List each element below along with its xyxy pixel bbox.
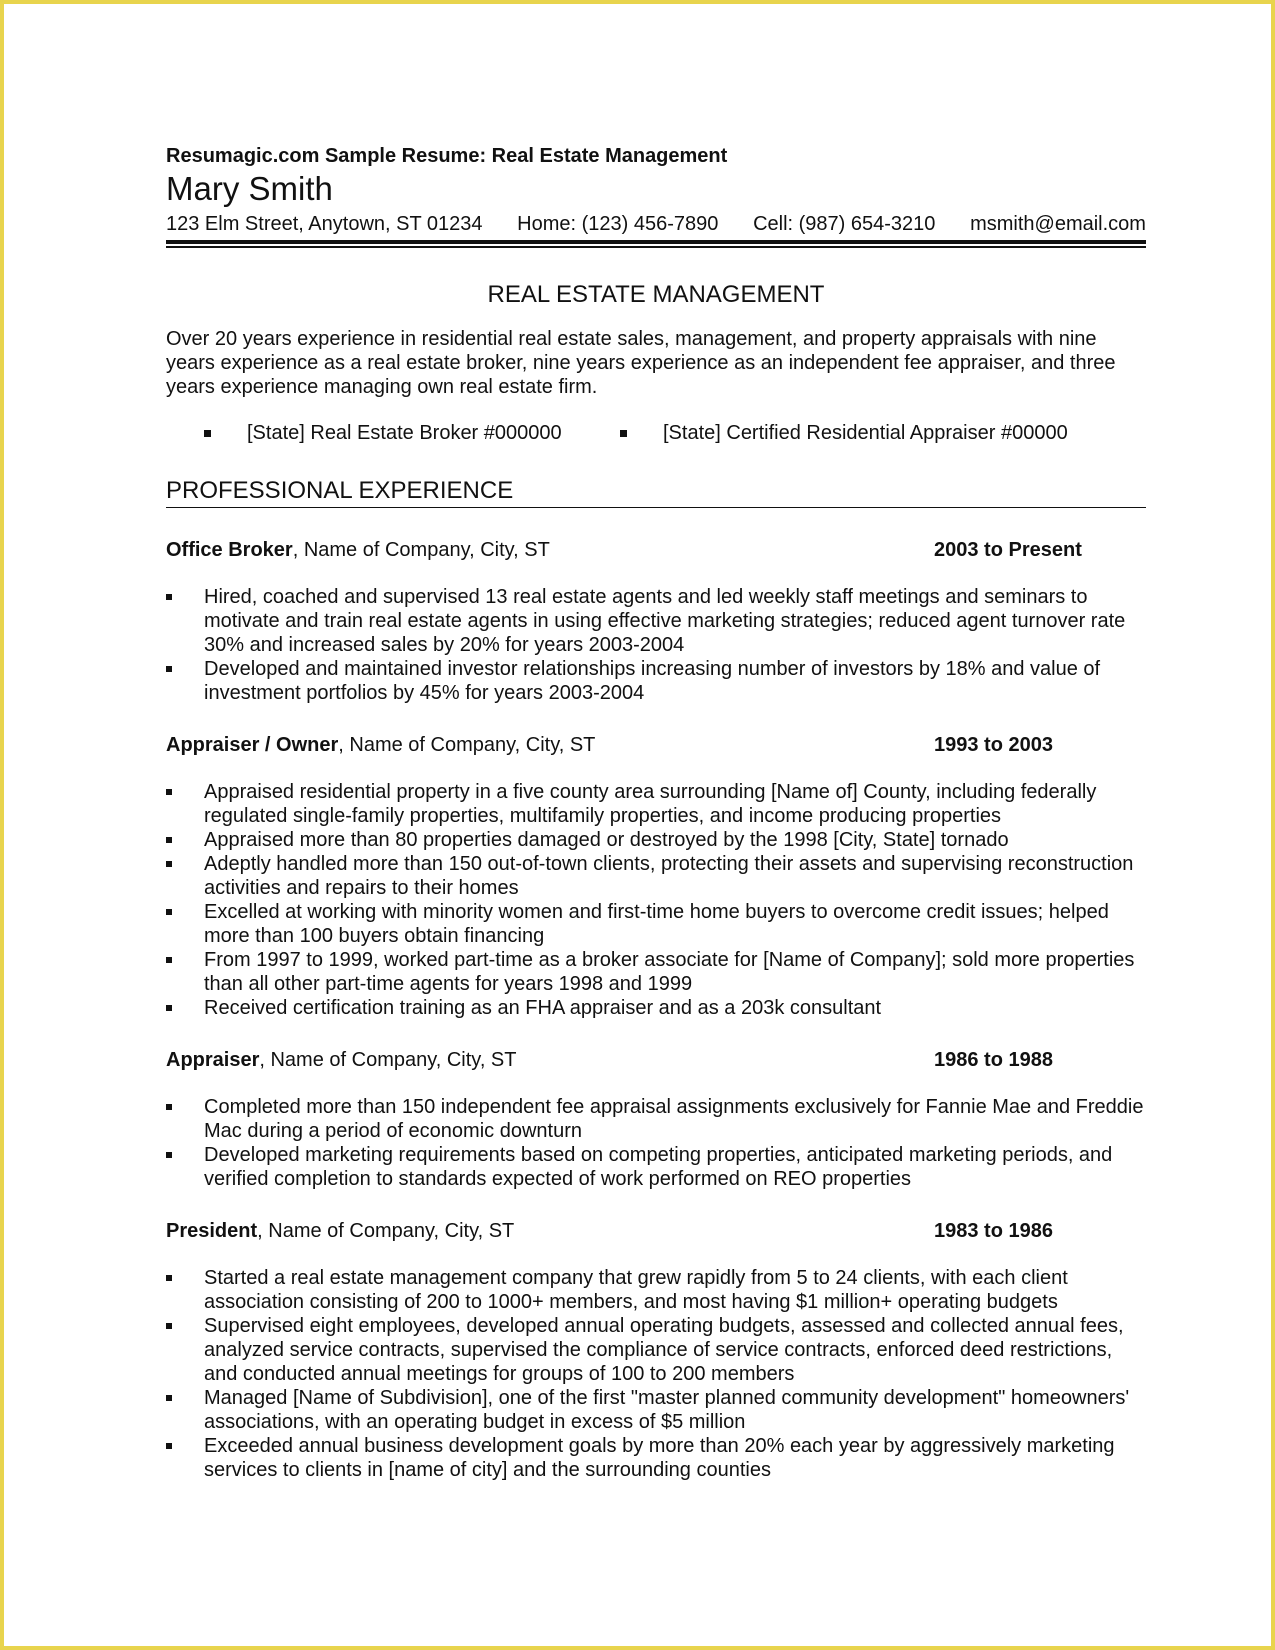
job-dates: 2003 to Present: [934, 539, 1082, 561]
job-dates: 1993 to 2003: [934, 734, 1053, 756]
bullet-text: Hired, coached and supervised 13 real estate agents and led weekly staff meetings and seminars to motivate and train real estate agents in using effective marketing strategies; reduced agent turnover rate 30% and increased sales by 20% for years 2003-2004: [204, 586, 1126, 656]
resume-title: REAL ESTATE MANAGEMENT: [487, 281, 825, 308]
job-bullets: [166, 1095, 1146, 1191]
bullet-square-icon: [166, 789, 172, 795]
bullet-square-icon: [166, 1005, 172, 1011]
bullet-square-icon: [166, 1395, 172, 1401]
list-item: [166, 996, 1146, 1020]
cell-phone: Cell: (987) 654-3210: [753, 213, 936, 235]
address: 123 Elm Street, Anytown, ST 01234: [166, 213, 483, 235]
bullet-text: Developed and maintained investor relationships increasing number of investors by 18% and value of investment portfolios by 45% for years 2003-2004: [204, 658, 1101, 704]
list-item: [166, 1314, 1146, 1386]
job-header: [166, 733, 1146, 757]
bullet-square-icon: [166, 666, 172, 672]
job-bullets: [166, 585, 1146, 705]
bullet-text: Developed marketing requirements based on competing properties, anticipated marketing periods, and verified completion to standards expected of work performed on REO properties: [204, 1144, 1113, 1190]
list-item: [166, 585, 1146, 657]
job-entry: [166, 1219, 1146, 1482]
list-item: [166, 1266, 1146, 1314]
credential-text: [State] Real Estate Broker #000000: [247, 422, 562, 444]
summary: Over 20 years experience in residential real estate sales, management, and property appraisals with nine years experience as a real estate broker, nine years experience as an independent fee appraiser, and three years experience managing own real estate firm.: [166, 328, 1116, 398]
list-item: [166, 948, 1146, 996]
bullet-text: Appraised more than 80 properties damaged or destroyed by the 1998 [City, State] tornado: [204, 829, 1009, 851]
bullet-square-icon: [166, 1275, 172, 1281]
section-divider: [166, 507, 1146, 508]
credential-item: [620, 421, 1068, 445]
section-title-experience: PROFESSIONAL EXPERIENCE: [166, 477, 514, 504]
bullet-text: Adeptly handled more than 150 out-of-town clients, protecting their assets and supervising reconstruction activities and repairs to their homes: [204, 853, 1134, 899]
header-tag: Resumagic.com Sample Resume: Real Estate Management: [166, 145, 728, 167]
list-item: [166, 657, 1146, 705]
list-item: [166, 1434, 1146, 1482]
list-item: [166, 1095, 1146, 1143]
job-title: Appraiser / Owner: [166, 734, 339, 756]
bullet-square-icon: [166, 1104, 172, 1110]
candidate-name: Mary Smith: [166, 170, 333, 207]
bullet-square-icon: [166, 1323, 172, 1329]
bullet-square-icon: [166, 1443, 172, 1449]
job-bullets: [166, 780, 1146, 1020]
job-header: [166, 1048, 1146, 1072]
credential-item: [204, 421, 620, 445]
bullet-square-icon: [166, 837, 172, 843]
resume-content: [166, 144, 1146, 1482]
header-divider: [166, 240, 1146, 248]
bullet-text: Started a real estate management company that grew rapidly from 5 to 24 clients, with each client association consisting of 200 to 1000+ members, and most having $1 million+ operating budgets: [204, 1267, 1068, 1313]
credentials: [166, 421, 1146, 445]
contact-line: [166, 212, 1146, 236]
job-entry: [166, 1048, 1146, 1191]
job-company: , Name of Company, City, ST: [338, 734, 596, 756]
bullet-square-icon: [166, 861, 172, 867]
list-item: [166, 780, 1146, 828]
list-item: [166, 828, 1146, 852]
bullet-square-icon: [620, 430, 627, 437]
bullet-text: Supervised eight employees, developed annual operating budgets, assessed and collected annual fees, analyzed service contracts, supervised the compliance of service contracts, enforced deed restrictions, and conducted annual meetings for groups of 100 to 200 members: [204, 1315, 1124, 1385]
bullet-square-icon: [204, 430, 211, 437]
bullet-square-icon: [166, 957, 172, 963]
bullet-text: Appraised residential property in a five county area surrounding [Name of] County, including federally regulated single-family properties, multifamily properties, and income producing properties: [204, 781, 1097, 827]
job-title: President: [166, 1220, 258, 1242]
job-bullets: [166, 1266, 1146, 1482]
job-dates: 1983 to 1986: [934, 1220, 1053, 1242]
bullet-square-icon: [166, 909, 172, 915]
bullet-text: Completed more than 150 independent fee appraisal assignments exclusively for Fannie Mae and Freddie Mac during a period of economic downturn: [204, 1096, 1144, 1142]
job-company: , Name of Company, City, ST: [257, 1220, 515, 1242]
job-header: [166, 538, 1146, 562]
job-dates: 1986 to 1988: [934, 1049, 1053, 1071]
job-entry: [166, 733, 1146, 1020]
bullet-text: Received certification training as an FHA appraiser and as a 203k consultant: [204, 997, 882, 1019]
bullet-text: Managed [Name of Subdivision], one of the first "master planned community development" homeowners' associations, with an operating budget in excess of $5 million: [204, 1387, 1130, 1433]
list-item: [166, 900, 1146, 948]
list-item: [166, 1143, 1146, 1191]
bullet-text: Excelled at working with minority women and first-time home buyers to overcome credit issues; helped more than 100 buyers obtain financing: [204, 901, 1109, 947]
list-item: [166, 852, 1146, 900]
list-item: [166, 1386, 1146, 1434]
bullet-square-icon: [166, 594, 172, 600]
home-phone: Home: (123) 456-7890: [517, 213, 719, 235]
bullet-square-icon: [166, 1152, 172, 1158]
bullet-text: Exceeded annual business development goals by more than 20% each year by aggressively marketing services to clients in [name of city] and the surrounding counties: [204, 1435, 1115, 1481]
job-company: , Name of Company, City, ST: [259, 1049, 517, 1071]
job-header: [166, 1219, 1146, 1243]
credential-text: [State] Certified Residential Appraiser #00000: [663, 422, 1068, 444]
job-title: Appraiser: [166, 1049, 260, 1071]
job-company: , Name of Company, City, ST: [292, 539, 550, 561]
email: msmith@email.com: [970, 213, 1146, 235]
job-entry: [166, 538, 1146, 705]
bullet-text: From 1997 to 1999, worked part-time as a broker associate for [Name of Company]; sold more properties than all other part-time agents for years 1998 and 1999: [204, 949, 1135, 995]
job-title: Office Broker: [166, 539, 293, 561]
